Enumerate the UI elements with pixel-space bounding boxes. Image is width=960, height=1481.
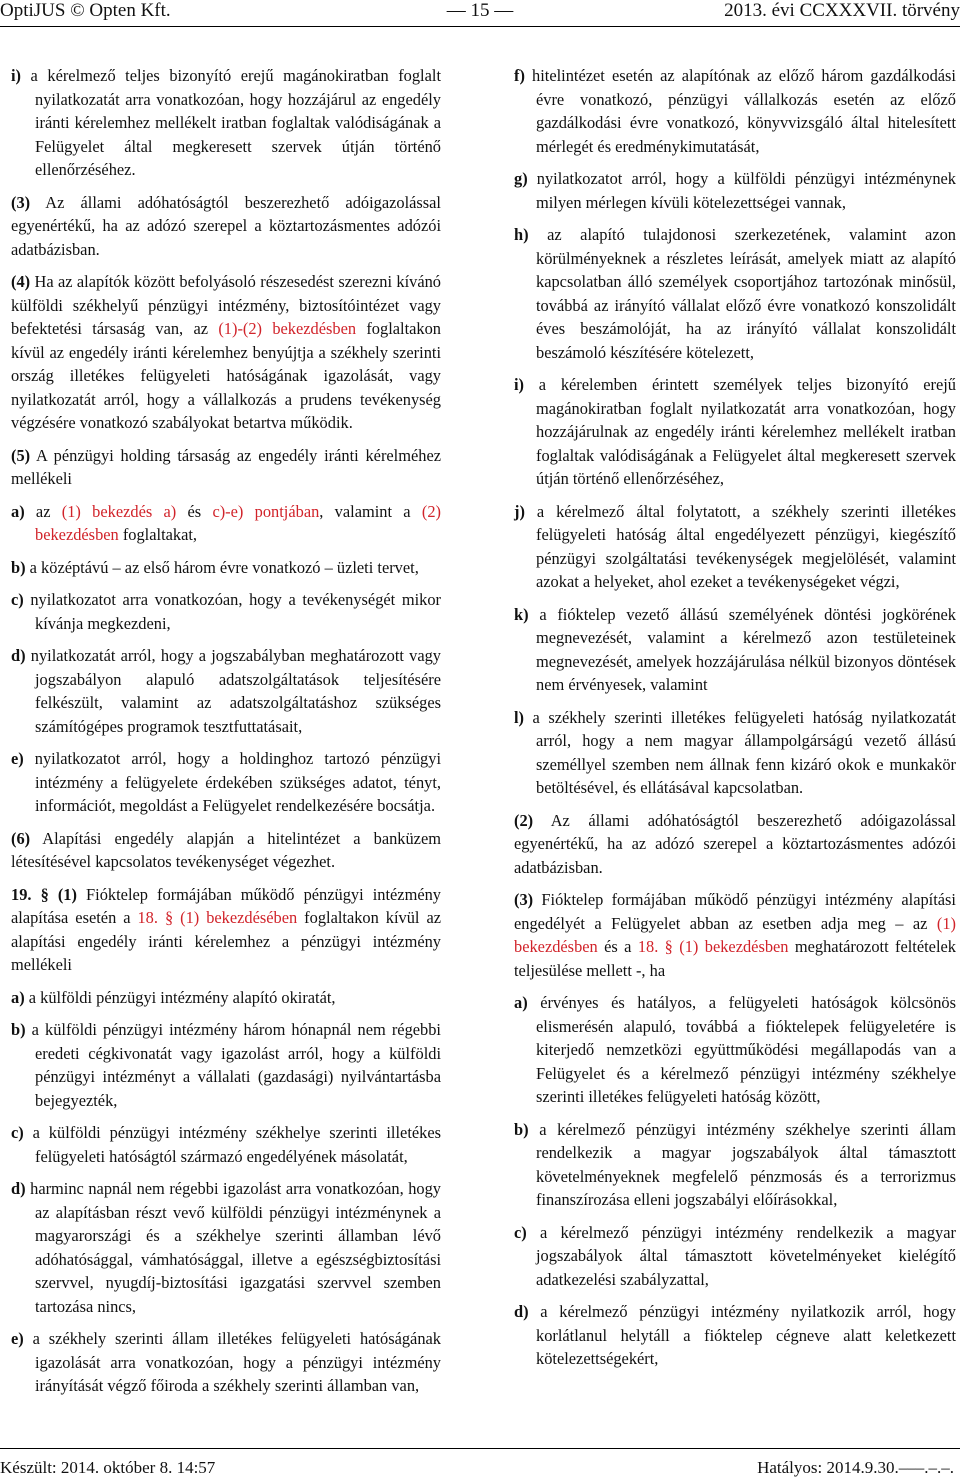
body-text: nyilatkozatot arra vonatkozóan, hogy a tevékenységét mikor kívánja megkezdeni,	[23, 590, 441, 633]
list-item	[514, 603, 956, 697]
body-text: érvényes és hatályos, a felügyeleti hatóságok kölcsönös elismerésén alapuló, továbbá a fióktelepek felügyeletére is kiterjedő nemzetközi együttműködési megállapodás van a Felügyelet és a kérelmező pénzügyi intézmény székhelye szerinti illetékes felügyeleti hatóság között,	[527, 993, 956, 1106]
header-page-number: — 15 —	[446, 0, 514, 21]
paragraph-number: (5)	[11, 445, 31, 465]
list-item	[11, 986, 441, 1010]
body-text: , valamint a	[319, 501, 422, 521]
list-item	[11, 588, 441, 635]
cross-reference-link[interactable]: c)-e) pontjában	[212, 501, 320, 521]
cross-reference-link[interactable]: (1) bekezdés a)	[61, 501, 177, 521]
body-text: a külföldi pénzügyi intézmény székhelye szerinti illetékes felügyeleti hatóságtól származó engedélyének másolatát,	[23, 1123, 441, 1166]
body-text: a kérelemben érintett személyek teljes bizonyító erejű magánokiratban foglalt nyilatkozatát arra vonatkozóan, hogy hozzájárulnak az engedély iránti kérelemhez mellékelt iratban foglaltak valódiságának a Felügyelet által megkeresett szervek útján történő ellenőrzéséhez,	[524, 375, 956, 488]
list-item	[514, 1300, 956, 1371]
body-text: és a	[597, 937, 638, 956]
right-column	[514, 64, 956, 1380]
body-text: nyilatkozatát arról, hogy a jogszabályban meghatározott vagy jogszabályon alapuló adatszolgáltatások teljesítésére felkészült, valamint az adatszolgáltatáshoz szükséges számítógépes programok tesztfuttatásait,	[25, 646, 441, 736]
body-text: a kérelmező pénzügyi intézmény nyilatkozik arról, hogy korlátlanul helytáll a fióktelep cégneve alatt keletkezett kötelezettségekért,	[528, 1302, 956, 1368]
header-publisher: OptiJUS © Opten Kft.	[0, 0, 171, 21]
list-item	[514, 1118, 956, 1212]
body-text: a középtávú – az első három évre vonatkozó – üzleti tervet,	[25, 557, 419, 577]
body-text: harminc napnál nem régebbi igazolást arra vonatkozóan, hogy az alapításban részt vevő külföldi pénzügyi intézménynek a magyarországi és a székhelye szerinti államban lévő adóhatósággal, vámhatósággal, illetve a egészségbiztosítási szervvel, nyugdíj-biztosítási igazgatási szervvel szemben tartozása nincs,	[25, 1179, 441, 1316]
body-text: nyilatkozatot arról, hogy a holdinghoz tartozó pénzügyi intézmény a felügyelete érdekében szükséges adatot, tényt, információt, megoldást a Felügyelet rendelkezésére bocsátja.	[23, 749, 441, 815]
item-label: b)	[11, 557, 26, 577]
page-footer	[0, 1448, 960, 1481]
body-text: foglaltakat,	[118, 525, 198, 544]
body-text: az alapító tulajdonosi szerkezetének, valamint azon körülményeknek a részletes leírását, amelyek miatt az alapító kapcsolatban álló személyek csoportjához tartozónak minősül, továbbá az irányító vállalat előző évre vonatkozó konszolidált éves beszámolóját, ha az irányító vállalat konszolidált beszámoló készítésére kötelezett,	[528, 225, 956, 362]
item-label: i)	[11, 66, 22, 85]
body-text: Alapítási engedély alapján a hitelintézet a banküzem létesítésével kapcsolatos tevékenységet végezhet.	[11, 828, 441, 871]
body-text: és	[176, 501, 213, 521]
paragraph	[11, 270, 441, 435]
item-label: k)	[514, 604, 529, 624]
body-text: A pénzügyi holding társaság az engedély iránti kérelméhez mellékeli	[11, 445, 441, 488]
list-item	[11, 644, 441, 738]
list-item	[514, 500, 956, 594]
body-text: a kérelmező pénzügyi intézmény rendelkezik a magyar jogszabályok által támasztott követelményeket kielégítő adatkezelési szabályzattal,	[526, 1222, 956, 1289]
cross-reference-link[interactable]: 18. § (1) bekezdésben	[637, 937, 789, 956]
page-header	[0, 0, 960, 24]
body-text: a székhely szerinti állam illetékes felügyeleti hatóságának igazolását arra vonatkozóan, hogy a pénzügyi intézmény irányítását végző főiroda a székhely szerinti államban van,	[23, 1329, 441, 1395]
list-item	[514, 167, 956, 214]
cross-reference-link[interactable]: (2) bekezdésben	[35, 501, 441, 544]
list-item	[11, 747, 441, 818]
paragraph	[514, 809, 956, 880]
body-text: Ha az alapítók között befolyásoló részesedést szerezni kívánó külföldi székhelyű pénzügyi intézmény, biztosítóintézet vagy befektetési társaság van, az	[11, 272, 441, 338]
left-column	[11, 64, 441, 1407]
header-law-title: 2013. évi CCXXXVII. törvény	[724, 0, 960, 21]
cross-reference-link[interactable]: 18. § (1) bekezdésében	[137, 908, 298, 927]
body-text: a kérelmező teljes bizonyító erejű magánokiratban foglalt nyilatkozatát arra vonatkozóan, hogy hozzájárul az engedély iránti kérelemhez mellékelt iratban foglaltak valódiságának a Felügyelet által megkeresett szervek útján történő ellenőrzéséhez.	[21, 66, 441, 179]
list-item	[514, 373, 956, 491]
list-item	[514, 223, 956, 364]
body-text: Az állami adóhatóságtól beszerezhető adóigazolással egyenértékű, ha az adózó szerepel a köztartozásmentes adózói adatbázisban.	[11, 192, 441, 259]
item-label: c)	[11, 1123, 24, 1142]
header-rule	[0, 26, 960, 27]
paragraph-number: (4)	[11, 272, 31, 291]
list-item	[11, 64, 441, 182]
footer-created: Készült: 2014. október 8. 14:57	[0, 1458, 216, 1477]
paragraph	[11, 827, 441, 874]
item-label: d)	[514, 1302, 529, 1321]
list-item	[11, 1018, 441, 1112]
item-label: f)	[514, 66, 525, 85]
body-text: nyilatkozatot arról, hogy a külföldi pénzügyi intézménynek milyen mérlegen kívüli kötelezettségei vannak,	[527, 169, 956, 212]
item-label: a)	[11, 987, 25, 1007]
item-label: c)	[11, 590, 24, 609]
item-label: e)	[11, 1329, 24, 1348]
item-label: g)	[514, 169, 528, 188]
body-text: a külföldi pénzügyi intézmény alapító okiratát,	[24, 987, 336, 1007]
list-item	[514, 991, 956, 1109]
list-item	[11, 556, 441, 580]
item-label: a)	[514, 993, 528, 1012]
paragraph	[11, 444, 441, 491]
item-label: b)	[514, 1119, 529, 1139]
body-text: az	[24, 501, 62, 521]
item-label: j)	[514, 501, 525, 521]
paragraph-number: (6)	[11, 828, 31, 848]
body-text: a székhely szerinti illetékes felügyeleti hatóság nyilatkozatát arról, hogy a nem magyar állampolgárságú vezető állású személlyel szemben nem állnak fenn kizáró okok e munkakör betöltésével, és ellátásával kapcsolatban.	[524, 707, 956, 797]
cross-reference-link[interactable]: (1)-(2) bekezdésben	[218, 319, 357, 338]
paragraph-number: (3)	[514, 890, 534, 909]
item-label: l)	[514, 707, 525, 727]
footer-rule	[0, 1448, 960, 1449]
body-text: Az állami adóhatóságtól beszerezhető adóigazolással egyenértékű, ha az adózó szerepel a köztartozásmentes adózói adatbázisban.	[514, 810, 956, 877]
list-item	[11, 1177, 441, 1318]
paragraph	[514, 888, 956, 982]
list-item	[11, 500, 441, 547]
body-text: foglaltakon kívül az engedély iránti kérelemhez benyújtja a székhely szerinti ország illetékes felügyeleti hatóságának igazolását, vagy nyilatkozatát arról, hogy a vállalkozás a prudens tevékenység végzésére vonatkozó szabályokat betartva működik.	[11, 319, 441, 432]
body-text: foglaltakon kívül az alapítási engedély iránti kérelemhez a pénzügyi intézmény mellékeli	[11, 908, 442, 974]
item-label: c)	[514, 1222, 527, 1242]
item-label: b)	[11, 1020, 26, 1039]
item-label: i)	[514, 375, 525, 394]
footer-effective: Hatályos: 2014.9.30.–––.–.–.	[757, 1458, 954, 1477]
item-label: h)	[514, 225, 529, 244]
body-text: hitelintézet esetén az alapítónak az előző három gazdálkodási évre vonatkozó, pénzügyi vállalkozás esetén az előző gazdálkodási évre vonatkozó, könyvvizsgáló által hitelesített mérlegét és eredménykimutatását,	[524, 66, 956, 156]
paragraph-number: 19. § (1)	[11, 884, 77, 904]
list-item	[514, 64, 956, 158]
body-text: a kérelmező által folytatott, a székhely szerinti illetékes felügyeleti hatóság által engedélyezett pénzügyi, kiegészítő pénzügyi szolgáltatási tevékenységek megjelölését, valamint azokat a helyeket, ahol ezeket a tevékenységeket végzi,	[524, 501, 956, 591]
paragraph-number: (2)	[514, 810, 534, 830]
list-item	[11, 1121, 441, 1168]
paragraph	[11, 191, 441, 262]
item-label: d)	[11, 1179, 26, 1198]
body-text: Fióktelep formájában működő pénzügyi intézmény alapítása esetén a	[11, 884, 441, 927]
paragraph-number: (3)	[11, 192, 31, 212]
list-item	[11, 1327, 441, 1398]
body-text: a kérelmező pénzügyi intézmény székhelye szerinti állam rendelkezik a magyar jogszabályok által támasztott követelményeknek megfelelő pénzmosás és a terrorizmus finanszírozása elleni jogszabályi előírásokkal,	[528, 1119, 956, 1209]
list-item	[514, 706, 956, 800]
body-text: a külföldi pénzügyi intézmény három hónapnál nem régebbi eredeti cégkivonatát vagy igazolást arról, hogy a külföldi pénzügyi intézményt a vállalati (gazdasági) nyilvántartásba bejegyezték,	[25, 1020, 441, 1110]
body-text: Fióktelep formájában működő pénzügyi intézmény alapítási engedélyét a Felügyelet abban az esetben adja meg – az	[514, 890, 956, 933]
item-label: e)	[11, 749, 24, 768]
list-item	[514, 1221, 956, 1292]
body-text: meghatározott feltételek teljesülése mellett -, ha	[514, 937, 956, 980]
body-text: a fióktelep vezető állású személyének döntési jogkörének megnevezését, valamint a kérelmező azon testületeinek megnevezését, amelyek hozzájárulása nélkül bizonyos döntések nem érvényesek, valamint	[528, 604, 956, 694]
item-label: d)	[11, 646, 26, 665]
paragraph	[11, 883, 441, 977]
cross-reference-link[interactable]: (1) bekezdésben	[514, 913, 956, 956]
item-label: a)	[11, 501, 25, 521]
